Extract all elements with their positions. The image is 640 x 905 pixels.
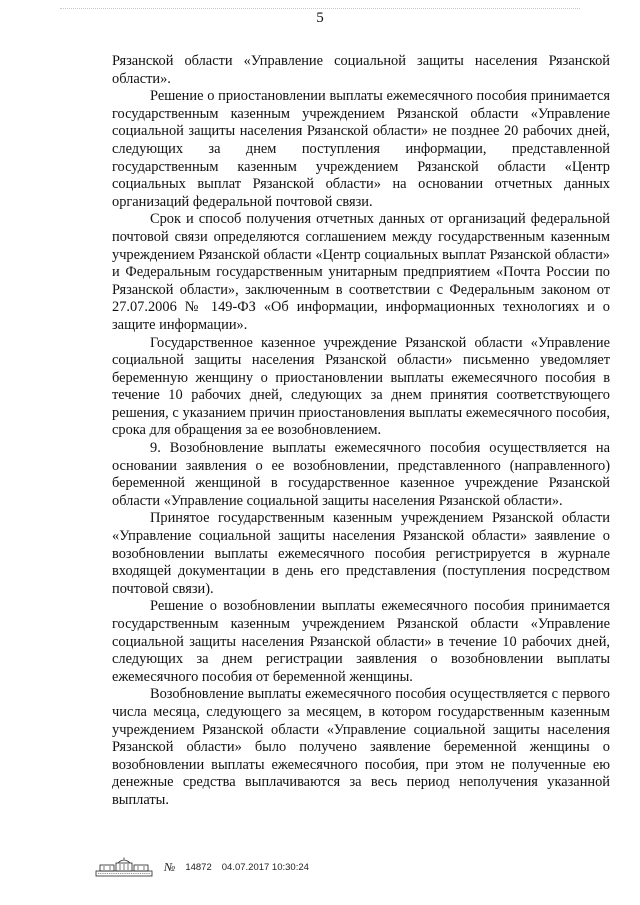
paragraph-5-item-9: 9. Возобновление выплаты ежемесячного пособия осуществляется на основании заявления о ее возобновлении, представленного (направленного) беременной женщиной в государственное казенное учреждение Рязанской области «Управление социальной защиты населения Рязанской области».: [112, 440, 610, 509]
paragraph-3: Срок и способ получения отчетных данных от организаций федеральной почтовой связи определяются соглашением между государственным казенным учреждением Рязанской области «Центр социальных выплат Рязанской области» и Федеральным государственным унитарным предприятием «Почта России по Рязанской области», заключенным в соответствии с Федеральным законом от 27.07.2006 № 149-ФЗ «Об информации, информационных технологиях и о защите информации».: [112, 211, 610, 333]
government-building-stamp-icon: [94, 857, 154, 877]
number-sign: №: [164, 859, 176, 874]
paragraph-4: Государственное казенное учреждение Рязанской области «Управление социальной защиты населения Рязанской области» письменно уведомляет беременную женщину о приостановлении выплаты ежемесячного пособия в течение 10 рабочих дней, следующих за днем принятия соответствующего решения, с указанием причин приостановления выплаты ежемесячного пособия, срока для обращения за ее возобновлением.: [112, 334, 610, 439]
paragraph-2: Решение о приостановлении выплаты ежемесячного пособия принимается государственным казенным учреждением Рязанской области «Управление социальной защиты населения Рязанской области» не позднее 20 рабочих дней, следующих за днем поступления информации, представленной государственным казенным учреждением Рязанской области «Центр социальных выплат Рязанской области» на основании отчетных данных организаций федеральной почтовой связи.: [112, 88, 610, 210]
paragraph-8: Возобновление выплаты ежемесячного пособия осуществляется с первого числа месяца, следующего за месяцем, в котором государственным казенным учреждением Рязанской области «Управление социальной защиты населения Рязанской области» было получено заявление беременной женщины о возобновлении выплаты ежемесячного пособия, при этом не полученные ею денежные средства выплачиваются за весь период неполучения указанной выплаты.: [112, 686, 610, 808]
paragraph-1: Рязанской области «Управление социальной защиты населения Рязанской области».: [112, 53, 610, 87]
document-footer: [94, 857, 309, 877]
document-body: [112, 53, 610, 810]
page-number: 5: [316, 10, 324, 26]
paragraph-6: Принятое государственным казенным учреждением Рязанской области «Управление социальной защиты населения Рязанской области» заявление о возобновлении выплаты ежемесячного пособия регистрируется в журнале входящей документации в день его представления (поступления посредством почтовой связи).: [112, 510, 610, 597]
document-timestamp: 04.07.2017 10:30:24: [221, 861, 309, 873]
document-registration-number: 14872: [185, 861, 212, 873]
paragraph-7: Решение о возобновлении выплаты ежемесячного пособия принимается государственным казенным учреждением Рязанской области «Управление социальной защиты населения Рязанской области» в течение 10 рабочих дней, следующих за днем регистрации заявления о возобновлении выплаты ежемесячного пособия от беременной женщины.: [112, 598, 610, 685]
